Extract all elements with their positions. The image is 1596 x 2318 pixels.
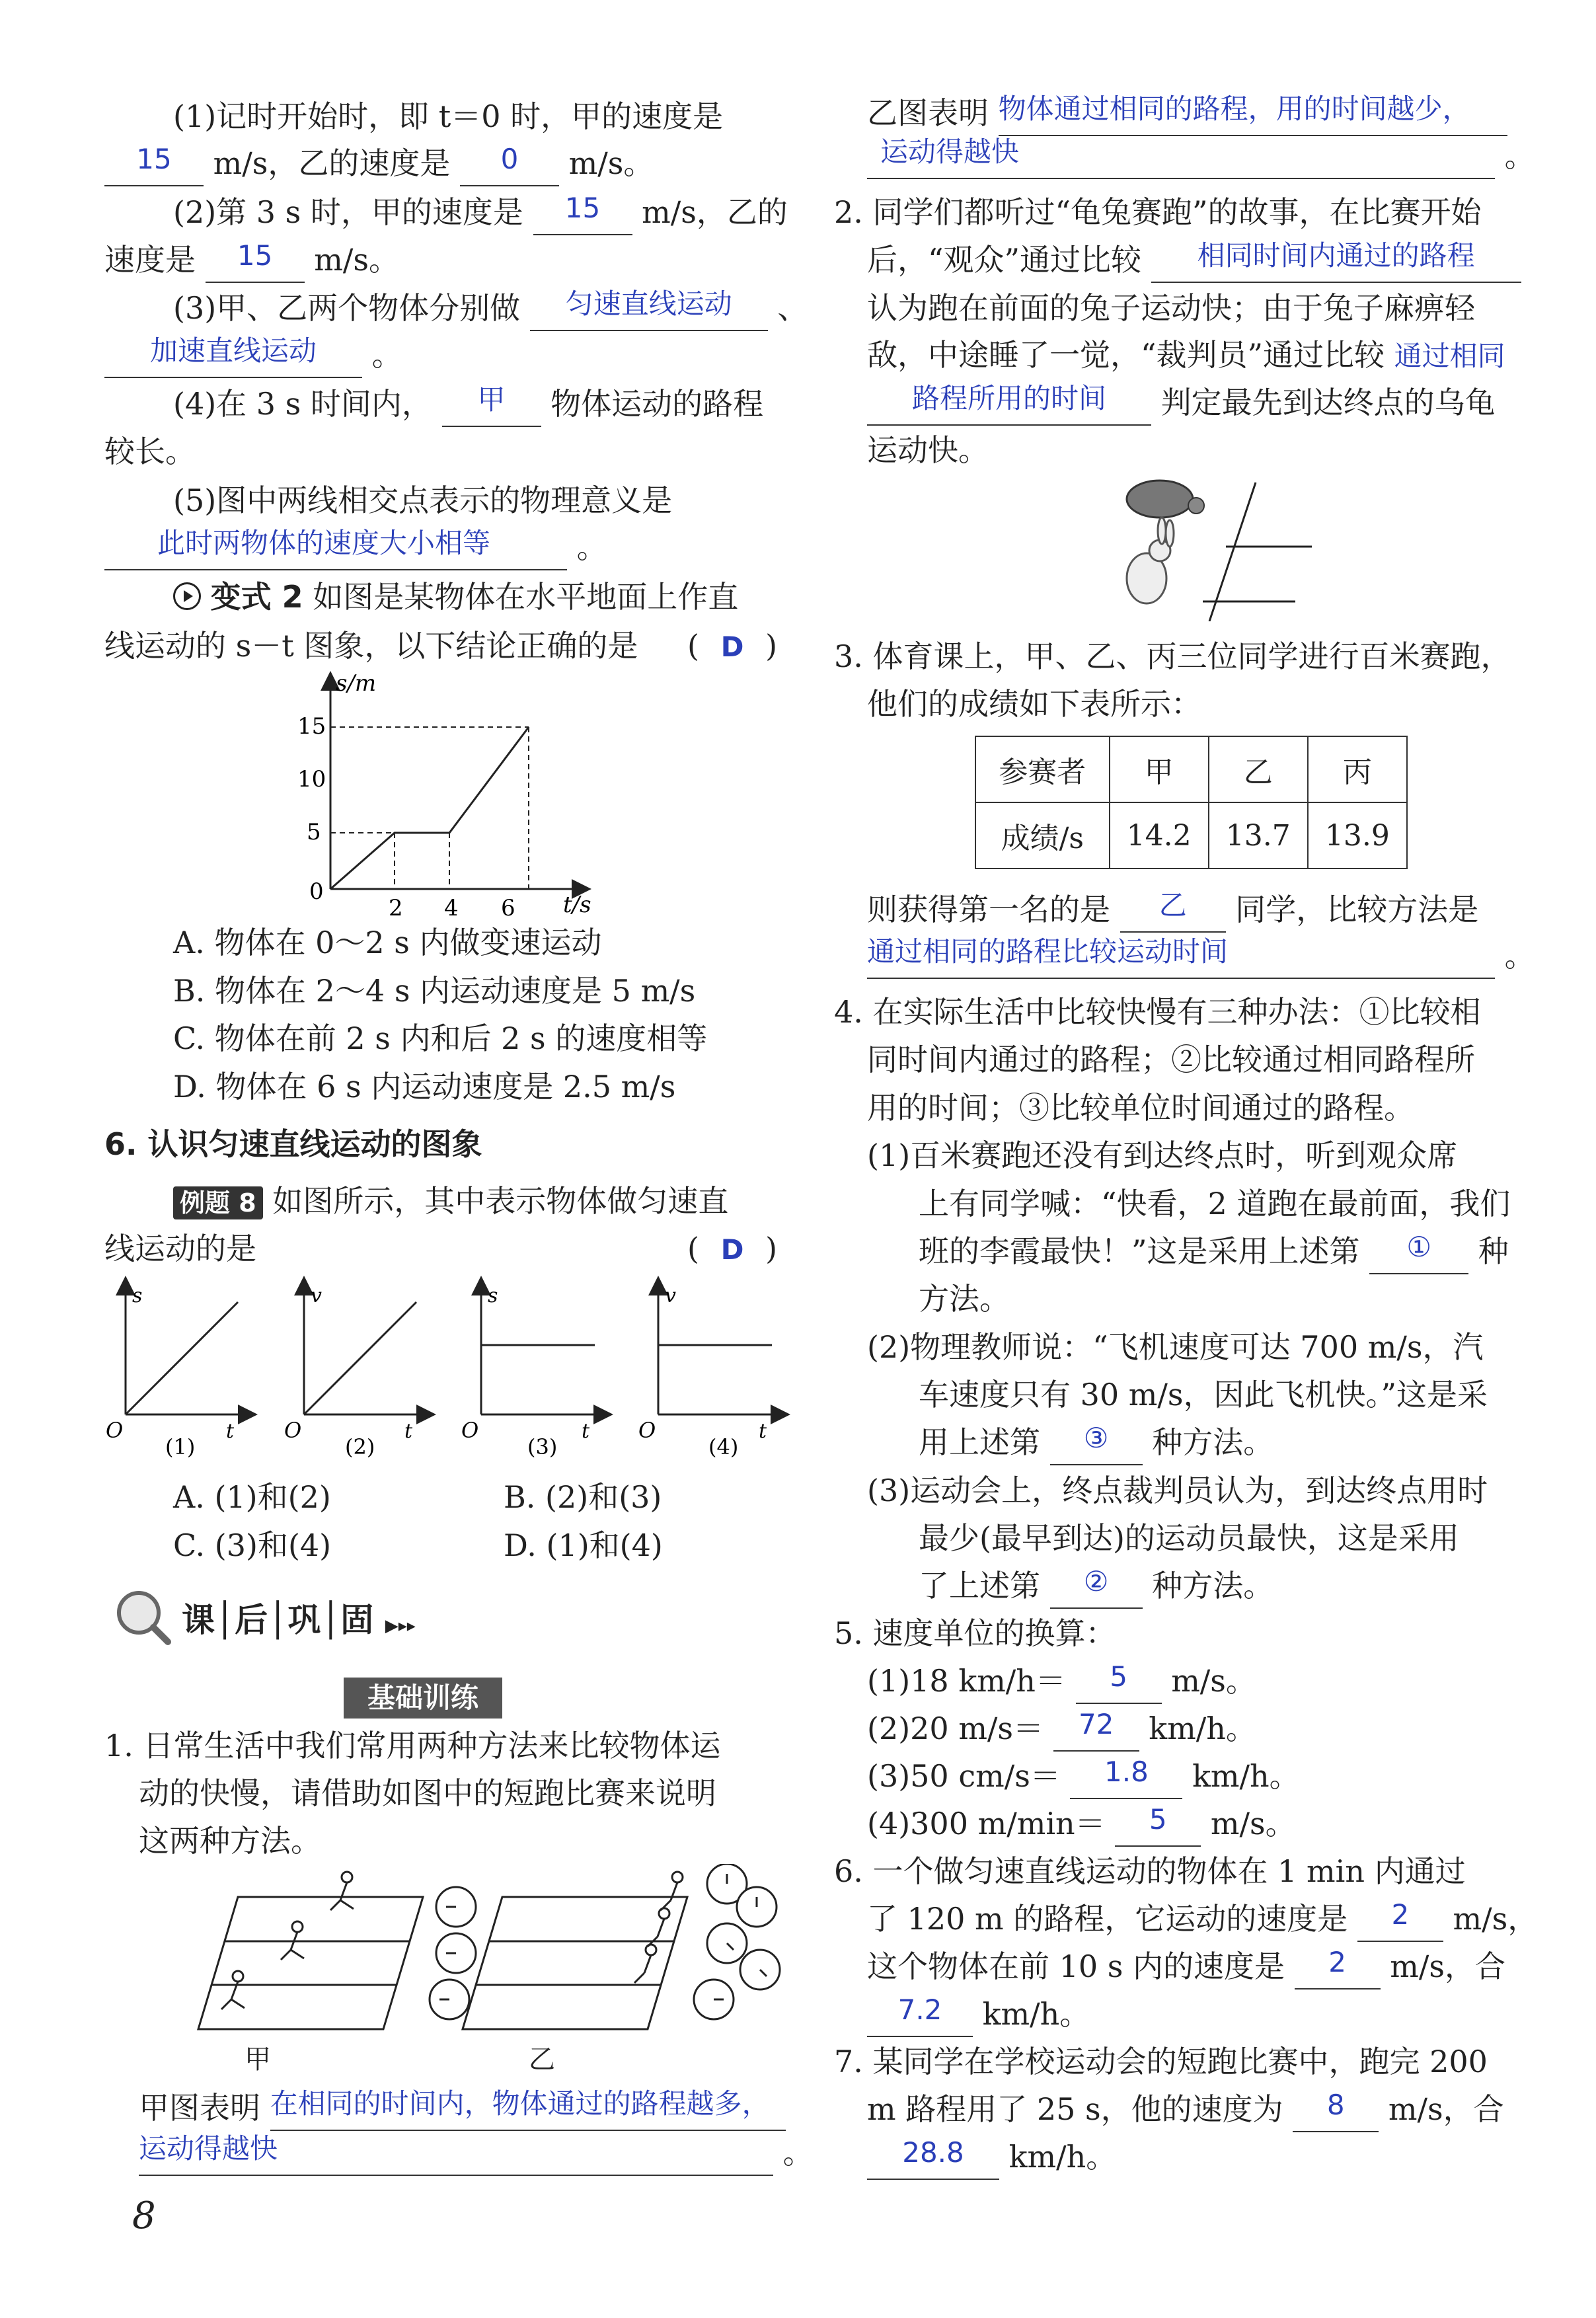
- svg-text:v: v: [665, 1284, 676, 1307]
- q1-jia-line-1: 甲图表明 在相同的时间内，物体通过的路程越多，: [139, 2087, 786, 2131]
- track-yi: [463, 1897, 687, 2029]
- answer-blank: 5: [1115, 1804, 1201, 1847]
- q4-s2-line-1: (2)物理教师说：“飞机速度可达 700 m/s，汽: [867, 1329, 1484, 1365]
- motion-graphs: [99, 1276, 793, 1467]
- q4-s2-line-2: 车速度只有 30 m/s，因此飞机快。”这是采: [919, 1377, 1488, 1412]
- q1-yi-line-1: 乙图表明 物体通过相同的路程，用的时间越少，: [867, 93, 1507, 136]
- after-class-title: 课│后│巩│固 ▶▸▸: [182, 1601, 416, 1639]
- q4-s3-line-3: 了上述第 ② 种方法。: [919, 1565, 1273, 1609]
- section6-option-a: A. (1)和(2): [173, 1479, 331, 1515]
- basic-training-banner: 基础训练: [344, 1678, 502, 1719]
- x-tick-4: 4: [444, 895, 459, 921]
- q-prev-line-7: (4)在 3 s 时间内， 甲 物体运动的路程: [173, 383, 763, 427]
- q5-item-3: (3)50 cm/s＝ 1.8 km/h。: [867, 1756, 1300, 1799]
- q1-line-3: 这两种方法。: [139, 1823, 321, 1859]
- answer-blank: 72: [1053, 1709, 1139, 1752]
- table-header: 丙: [1308, 736, 1407, 802]
- label-jia: 甲: [245, 2044, 271, 2075]
- answer-blank: 15: [206, 241, 305, 283]
- q7-line-2: m 路程用了 25 s，他的速度为 8 m/s，合: [867, 2089, 1504, 2132]
- svg-text:O: O: [638, 1418, 656, 1443]
- label-yi: 乙: [529, 2044, 555, 2075]
- answer-blank: 28.8: [867, 2138, 999, 2180]
- finish-lines: [1203, 483, 1312, 621]
- q4-line-3: 用的时间；③比较单位时间通过的路程。: [867, 1090, 1414, 1126]
- section6-option-d: D. (1)和(4): [504, 1527, 663, 1563]
- magnifier-icon: [112, 1586, 165, 1639]
- q5-item-1: (1)18 km/h＝ 5 m/s。: [867, 1660, 1256, 1704]
- example-tag: 例题 8: [173, 1186, 263, 1219]
- table-header: 乙: [1209, 736, 1308, 802]
- answer-blank: 运动得越快: [867, 137, 1495, 179]
- q2-line-1: 2. 同学们都听过“龟兔赛跑”的故事，在比赛开始: [834, 194, 1482, 230]
- q4-s1-line-3: 班的李霞最快！”这是采用上述第 ① 种: [919, 1231, 1509, 1274]
- y-tick-15: 15: [297, 713, 326, 740]
- q3-line-1: 3. 体育课上，甲、乙、丙三位同学进行百米赛跑，: [834, 638, 1511, 674]
- answer-blank: 通过相同的路程比较运动时间: [867, 937, 1495, 979]
- answer-blank: 在相同的时间内，物体通过的路程越多，: [270, 2089, 786, 2131]
- section6-option-c: C. (3)和(4): [173, 1527, 332, 1563]
- triangle-arrows-icon: ▶▸▸: [385, 1616, 416, 1636]
- score-table: [975, 736, 1408, 869]
- q3-line-4: 通过相同的路程比较运动时间 。: [867, 935, 1535, 979]
- q7-line-3: 28.8 km/h。: [867, 2136, 1116, 2180]
- variant2-answer: ( D ): [687, 628, 778, 664]
- svg-text:O: O: [284, 1418, 302, 1443]
- q4-s2-line-3: 用上述第 ③ 种方法。: [919, 1422, 1273, 1465]
- q5-item-2: (2)20 m/s＝ 72 km/h。: [867, 1708, 1256, 1752]
- graph-2: [284, 1284, 426, 1459]
- svg-text:(3): (3): [527, 1434, 558, 1459]
- variant2-tag: 变式 2: [210, 579, 303, 615]
- q7-line-1: 7. 某同学在学校运动会的短跑比赛中，跑完 200: [834, 2044, 1488, 2079]
- q4-s1-line-1: (1)百米赛跑还没有到达终点时，听到观众席: [867, 1138, 1458, 1173]
- q-prev-line-5: (3)甲、乙两个物体分别做 匀速直线运动 、: [173, 288, 808, 331]
- rabbit-icon: [1127, 518, 1174, 603]
- svg-text:(1): (1): [165, 1434, 196, 1459]
- track-jia: [198, 1897, 423, 2029]
- q-prev-line-4: 速度是 15 m/s。: [104, 239, 399, 283]
- x-tick-2: 2: [389, 895, 403, 921]
- answer-blank: 甲: [442, 385, 541, 427]
- svg-text:(4): (4): [708, 1434, 739, 1459]
- q2-line-2: 后，“观众”通过比较 相同时间内通过的路程: [867, 239, 1521, 283]
- answer-blank: 0: [460, 144, 559, 186]
- variant2-option-d: D. 物体在 6 s 内运动速度是 2.5 m/s: [173, 1069, 676, 1104]
- answer-blank: 乙: [1120, 890, 1226, 933]
- q4-s3-line-2: 最少(最早到达)的运动员最快，这是采用: [919, 1520, 1459, 1556]
- race-illustration: [185, 1864, 793, 2042]
- q3-line-3: 则获得第一名的是 乙 同学，比较方法是: [867, 889, 1478, 933]
- q4-s1-line-2: 上有同学喊：“快看，2 道跑在最前面，我们: [919, 1186, 1511, 1221]
- answer-blank: 此时两物体的速度大小相等: [104, 528, 567, 570]
- q6-line-1: 6. 一个做匀速直线运动的物体在 1 min 内通过: [834, 1853, 1466, 1889]
- q4-s3-line-1: (3)运动会上，终点裁判员认为，到达终点用时: [867, 1473, 1488, 1508]
- q4-s1-line-4: 方法。: [919, 1281, 1010, 1317]
- table-cell: 13.9: [1308, 802, 1407, 869]
- table-header: 甲: [1110, 736, 1209, 802]
- page-number: 8: [132, 2194, 156, 2237]
- q1-yi-line-2: 运动得越快 。: [867, 135, 1535, 179]
- q2-line-3: 认为跑在前面的兔子运动快；由于兔子麻痹轻: [867, 290, 1475, 326]
- svg-text:s: s: [132, 1284, 143, 1307]
- table-cell: 成绩/s: [975, 802, 1110, 869]
- q-prev-line-8: 较长。: [104, 434, 196, 469]
- answer-blank: 路程所用的时间: [867, 383, 1151, 426]
- q-prev-line-9: (5)图中两线相交点表示的物理意义是: [173, 483, 673, 518]
- answer-blank: 2: [1295, 1947, 1381, 1990]
- q-prev-line-6: 加速直线运动 。: [104, 334, 402, 378]
- answer-blank: 7.2: [867, 1995, 973, 2037]
- y-axis-label: s/m: [336, 670, 377, 697]
- tortoise-icon: [1127, 481, 1193, 518]
- svg-text:t: t: [226, 1420, 235, 1443]
- q-prev-line-2: 15 m/s，乙的速度是 0 m/s。: [104, 143, 654, 186]
- table-cell: 13.7: [1209, 802, 1308, 869]
- table-row: [975, 802, 1407, 869]
- answer-blank: ②: [1050, 1566, 1143, 1609]
- q2-line-4: 敌，中途睡了一觉，“裁判员”通过比较 通过相同: [867, 337, 1505, 373]
- q1-line-1: 1. 日常生活中我们常用两种方法来比较物体运: [104, 1728, 721, 1763]
- st-chart: [291, 668, 608, 925]
- q-prev-line-10: 此时两物体的速度大小相等 。: [104, 527, 607, 570]
- svg-text:t: t: [404, 1420, 413, 1443]
- q3-line-2: 他们的成绩如下表所示：: [867, 686, 1201, 722]
- q6-line-2: 了 120 m 的路程，它运动的速度是 2 m/s，: [867, 1898, 1538, 1942]
- answer-blank: 15: [104, 144, 204, 186]
- variant2-option-c: C. 物体在前 2 s 内和后 2 s 的速度相等: [173, 1021, 708, 1056]
- variant2-option-b: B. 物体在 2～4 s 内运动速度是 5 m/s: [173, 973, 696, 1009]
- variant2-option-a: A. 物体在 0～2 s 内做变速运动: [173, 925, 602, 960]
- q2-line-5: 路程所用的时间 判定最先到达终点的乌龟: [867, 382, 1496, 426]
- y-tick-10: 10: [297, 766, 326, 792]
- origin-label: 0: [309, 878, 324, 905]
- section6-line-2: 线运动的是: [104, 1231, 256, 1266]
- answer-blank: 运动得越快: [139, 2134, 773, 2176]
- table-header: 参赛者: [975, 736, 1110, 802]
- variant2-line-1: 变式 2 如图是某物体在水平地面上作直: [173, 576, 738, 617]
- s-t-line: [330, 727, 529, 889]
- answer-blank: 2: [1357, 1900, 1443, 1942]
- q5-title: 5. 速度单位的换算：: [834, 1615, 1116, 1651]
- answer-blank: 匀速直线运动: [530, 289, 768, 331]
- x-tick-6: 6: [501, 895, 515, 921]
- graph-3: [461, 1284, 603, 1459]
- answer-blank: 15: [533, 193, 632, 235]
- guide-lines: [330, 727, 529, 889]
- x-axis-label: t/s: [563, 892, 591, 918]
- play-icon: [173, 582, 201, 610]
- table-row: [975, 736, 1407, 802]
- svg-text:s: s: [488, 1284, 498, 1307]
- table-cell: 14.2: [1110, 802, 1209, 869]
- q4-line-1: 4. 在实际生活中比较快慢有三种办法：①比较相: [834, 994, 1481, 1030]
- q1-line-2: 动的快慢，请借助如图中的短跑比赛来说明: [139, 1775, 716, 1811]
- q-prev-line-3: (2)第 3 s 时，甲的速度是 15 m/s，乙的: [173, 192, 788, 235]
- answer-blank: 加速直线运动: [104, 336, 362, 378]
- section6-line-1: 例题 8 如图所示，其中表示物体做匀速直: [173, 1180, 728, 1221]
- q-prev-line-1: (1)记时开始时，即 t＝0 时，甲的速度是: [173, 98, 724, 134]
- svg-text:t: t: [582, 1420, 590, 1443]
- q6-line-3: 这个物体在前 10 s 内的速度是 2 m/s，合: [867, 1946, 1505, 1990]
- q2-line-6: 运动快。: [867, 432, 989, 468]
- svg-text:v: v: [311, 1284, 322, 1307]
- answer-blank: 物体通过相同的路程，用的时间越少，: [999, 94, 1507, 136]
- answer-blank: 8: [1293, 2090, 1379, 2132]
- svg-text:(2): (2): [345, 1434, 375, 1459]
- q1-jia-line-2: 运动得越快 。: [139, 2132, 814, 2176]
- q5-item-4: (4)300 m/min＝ 5 m/s。: [867, 1803, 1296, 1847]
- graph-1: [106, 1284, 248, 1459]
- answer-blank: 5: [1076, 1662, 1162, 1704]
- section6-option-b: B. (2)和(3): [504, 1479, 662, 1515]
- q4-line-2: 同时间内通过的路程；②比较通过相同路程所: [867, 1042, 1475, 1077]
- q6-line-4: 7.2 km/h。: [867, 1993, 1090, 2037]
- section6-title: 6. 认识匀速直线运动的图象: [104, 1126, 482, 1162]
- svg-text:t: t: [759, 1420, 767, 1443]
- section6-answer: ( D ): [687, 1231, 778, 1266]
- answer-blank: ③: [1050, 1423, 1143, 1465]
- answer-blank: 1.8: [1070, 1757, 1182, 1799]
- svg-text:O: O: [461, 1418, 479, 1443]
- y-tick-5: 5: [307, 819, 321, 845]
- variant2-line-2: 线运动的 s－t 图象，以下结论正确的是: [104, 628, 638, 664]
- answer-blank: ①: [1369, 1232, 1468, 1274]
- answer-blank: 相同时间内通过的路程: [1151, 241, 1521, 283]
- tortoise-hare-illustration: [1097, 473, 1315, 621]
- svg-text:O: O: [106, 1418, 124, 1443]
- graph-4: [638, 1284, 780, 1459]
